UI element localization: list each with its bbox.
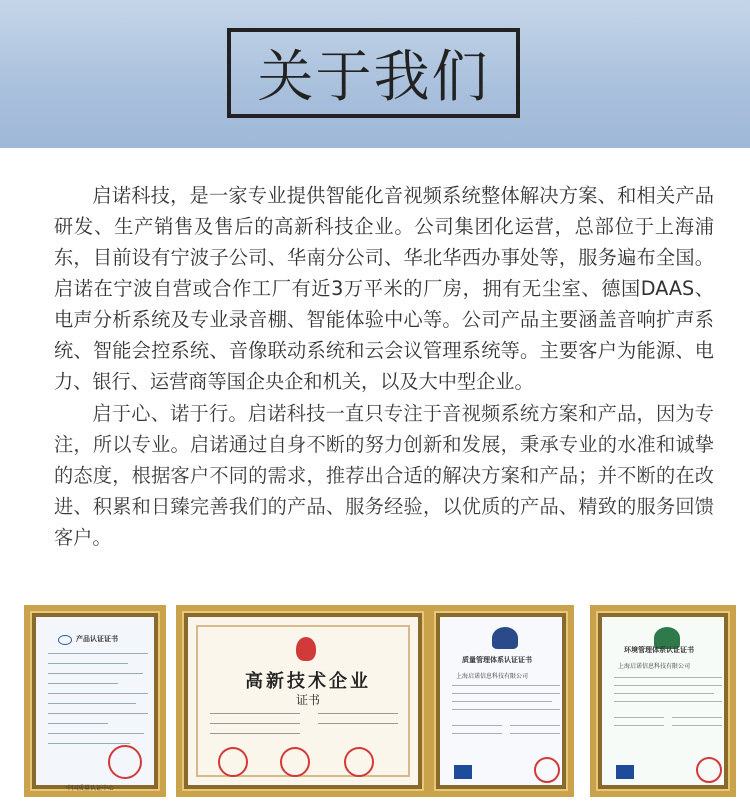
product-certificate [24, 605, 166, 797]
cert3-title: 质量管理体系认证证书 [462, 656, 532, 664]
cert4-title: 环境管理体系认证证书 [624, 646, 694, 654]
emblem-icon [296, 637, 316, 661]
iaf-logo-icon [616, 765, 634, 779]
seal-right-icon [344, 747, 374, 777]
ccc-logo-icon [58, 635, 72, 645]
cert3-company: 上海启诺信息科技有限公司 [456, 673, 529, 680]
environment-certificate [590, 605, 736, 797]
title-box [227, 28, 520, 118]
quality-logo-icon [492, 627, 518, 649]
header-banner [0, 0, 750, 148]
cert2-subtitle: 证书 [295, 693, 320, 707]
red-seal-icon [108, 745, 142, 779]
intro-paragraph: 启诺科技，是一家专业提供智能化音视频系统整体解决方案、和相关产品研发、生产销售及售后的高新科技企业。公司集团化运营，总部位于上海浦东，目前设有宁波子公司、华南分公司、华北华西办事处等，服务遍布全国。启诺在宁波自营或合作工厂有近3万平米的厂房，拥有无尘室、德国DAAS、电声分析系统及专业录音棚、智能体验中心等。公司产品主要涵盖音响扩声系统、智能会控系统、音像联动系统和云会议管理系统等。主要客户为能源、电力、银行、运营商等国企央企和机关，以及大中型企业。 [54, 184, 714, 393]
quality-certificate [428, 605, 574, 797]
cert4-company: 上海启诺信息科技有限公司 [618, 663, 691, 670]
high-tech-certificate [176, 605, 430, 797]
iaf-logo-icon [454, 765, 472, 779]
cert4-seal-icon [696, 757, 722, 783]
cert1-title: 产品认证证书 [76, 635, 118, 643]
cert2-title: 高新技术企业 [245, 671, 371, 692]
cert3-seal-icon [534, 757, 560, 783]
certificate-gallery [24, 605, 732, 797]
page-title: 关于我们 [257, 45, 490, 110]
about-content [54, 180, 714, 553]
philosophy-paragraph: 启于心、诺于行。启诺科技一直只专注于音视频系统方案和产品，因为专注，所以专业。启诺通过自身不断的努力创新和发展，秉承专业的水准和诚挚的态度，根据客户不同的需求，推荐出合适的解决方案和产品；并不断的在改进、积累和日臻完善我们的产品、服务经验，以优质的产品、精致的服务回馈客户。 [54, 402, 714, 549]
seal-middle-icon [280, 747, 310, 777]
seal-left-icon [218, 747, 248, 777]
cert1-footer: 中国质量认证中心 [66, 785, 115, 792]
